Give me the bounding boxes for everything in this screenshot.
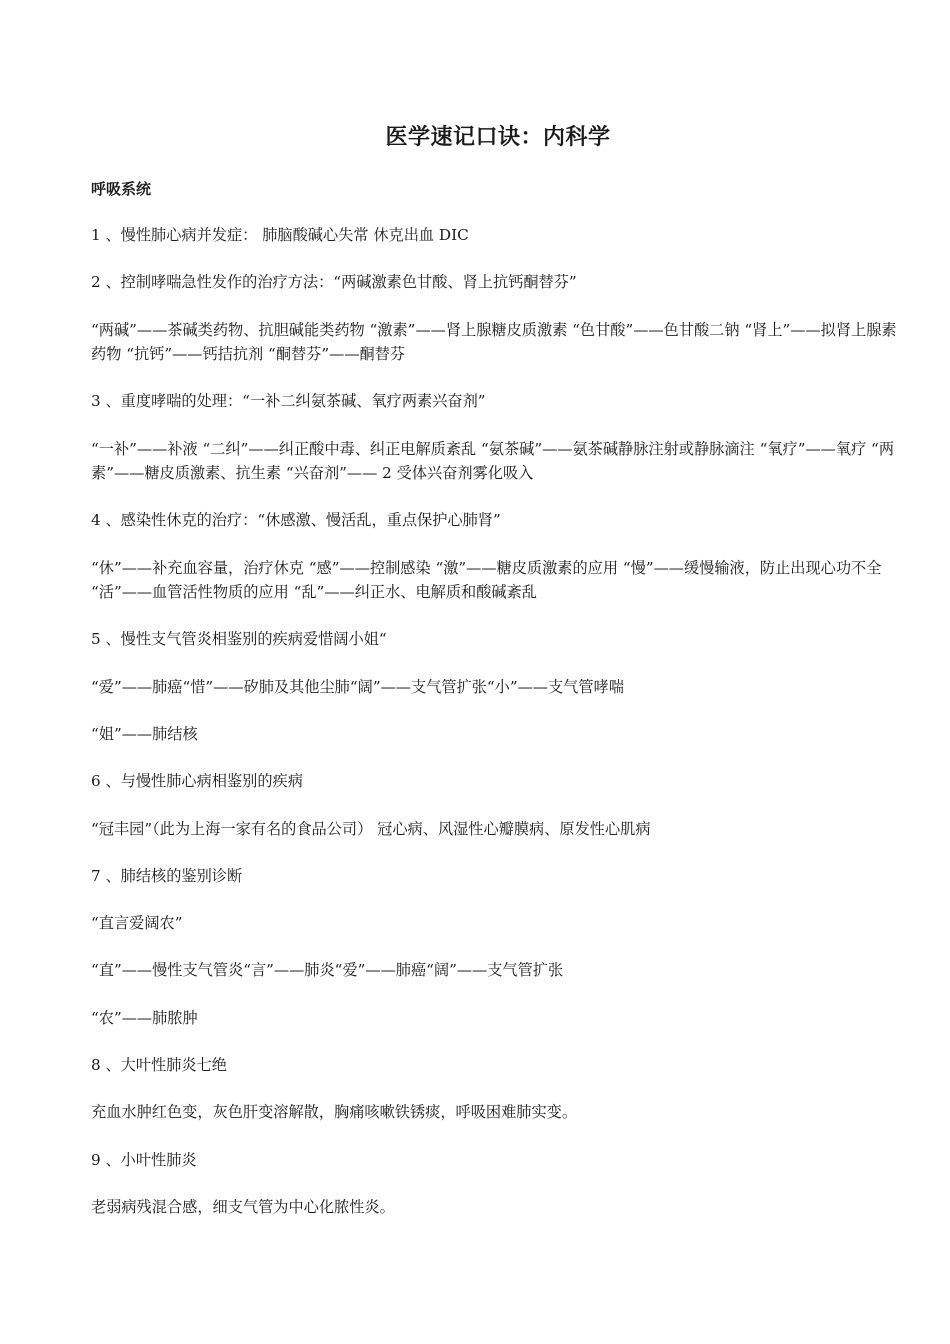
paragraph-lobular-pneumonia-explanation: 老弱病残混合感，细支气管为中心化脓性炎。 xyxy=(91,1198,395,1216)
paragraph-asthma-explanation: “两碱”——茶碱类药物、抗胆碱能类药物 “激素”——肾上腺糖皮质激素 “色甘酸”——色甘酸二钠 “肾上”——拟肾上腺素药物 “抗钙”——钙拮抗剂 “酮替芬”——酮替芬 xyxy=(91,321,897,363)
section-heading: 呼吸系统 xyxy=(91,180,152,198)
paragraph-complications: 1 、慢性肺心病并发症： 肺脑酸碱心失常 休克出血 DIC xyxy=(91,226,469,244)
paragraph-tb-mnemonic: “直言爱阔农” xyxy=(91,914,183,932)
document-title: 医学速记口诀：内科学 xyxy=(385,124,611,150)
paragraph-cor-pulmonale-differential: 6 、与慢性肺心病相鉴别的疾病 xyxy=(91,772,303,790)
paragraph-severe-asthma-explanation: “一补”——补液 “二纠”——纠正酸中毒、纠正电解质紊乱 “氨茶碱”——氨茶碱静脉注射或静脉滴注 “氧疗”——氧疗 “两素”——糖皮质激素、抗生素 “兴奋剂”—— 2 受体兴奋剂雾化吸入 xyxy=(91,440,895,482)
paragraph-tb-differential: 7 、肺结核的鉴别诊断 xyxy=(91,867,243,885)
paragraph-septic-shock: 4 、感染性休克的治疗：“休感激、慢活乱，重点保护心肺肾” xyxy=(91,511,501,529)
paragraph-severe-asthma: 3 、重度哮喘的处理：“一补二纠氨茶碱、氧疗两素兴奋剂” xyxy=(91,392,486,410)
paragraph-bronchitis-explanation: “爱”——肺癌“惜”——矽肺及其他尘肺“阔”——支气管扩张“小”——支气管哮喘 xyxy=(91,678,624,696)
paragraph-tb-explanation: “直”——慢性支气管炎“言”——肺炎“爱”——肺癌“阔”——支气管扩张 xyxy=(91,961,564,979)
paragraph-abscess-note: “农”——肺脓肿 xyxy=(91,1009,198,1027)
paragraph-lobar-pneumonia: 8 、大叶性肺炎七绝 xyxy=(91,1056,227,1074)
paragraph-lobar-pneumonia-poem: 充血水肿红色变，灰色肝变溶解散，胸痛咳嗽铁锈痰，呼吸困难肺实变。 xyxy=(91,1103,577,1121)
paragraph-lobular-pneumonia: 9 、小叶性肺炎 xyxy=(91,1151,197,1169)
paragraph-cor-pulmonale-explanation: “冠丰园”（此为上海一家有名的食品公司） 冠心病、风湿性心瓣膜病、原发性心肌病 xyxy=(91,820,651,838)
paragraph-asthma-treatment: 2 、控制哮喘急性发作的治疗方法：“两碱激素色甘酸、肾上抗钙酮替芬” xyxy=(91,273,577,291)
paragraph-tuberculosis-note: “姐”——肺结核 xyxy=(91,725,198,743)
paragraph-bronchitis-differential: 5 、慢性支气管炎相鉴别的疾病爱惜阔小姐“ xyxy=(91,630,387,648)
paragraph-septic-shock-explanation: “休”——补充血容量，治疗休克 “感”——控制感染 “激”——糖皮质激素的应用 “慢”——缓慢输液，防止出现心功不全 “活”——血管活性物质的应用 “乱”——纠正水、电解质和酸碱紊乱 xyxy=(91,559,882,601)
